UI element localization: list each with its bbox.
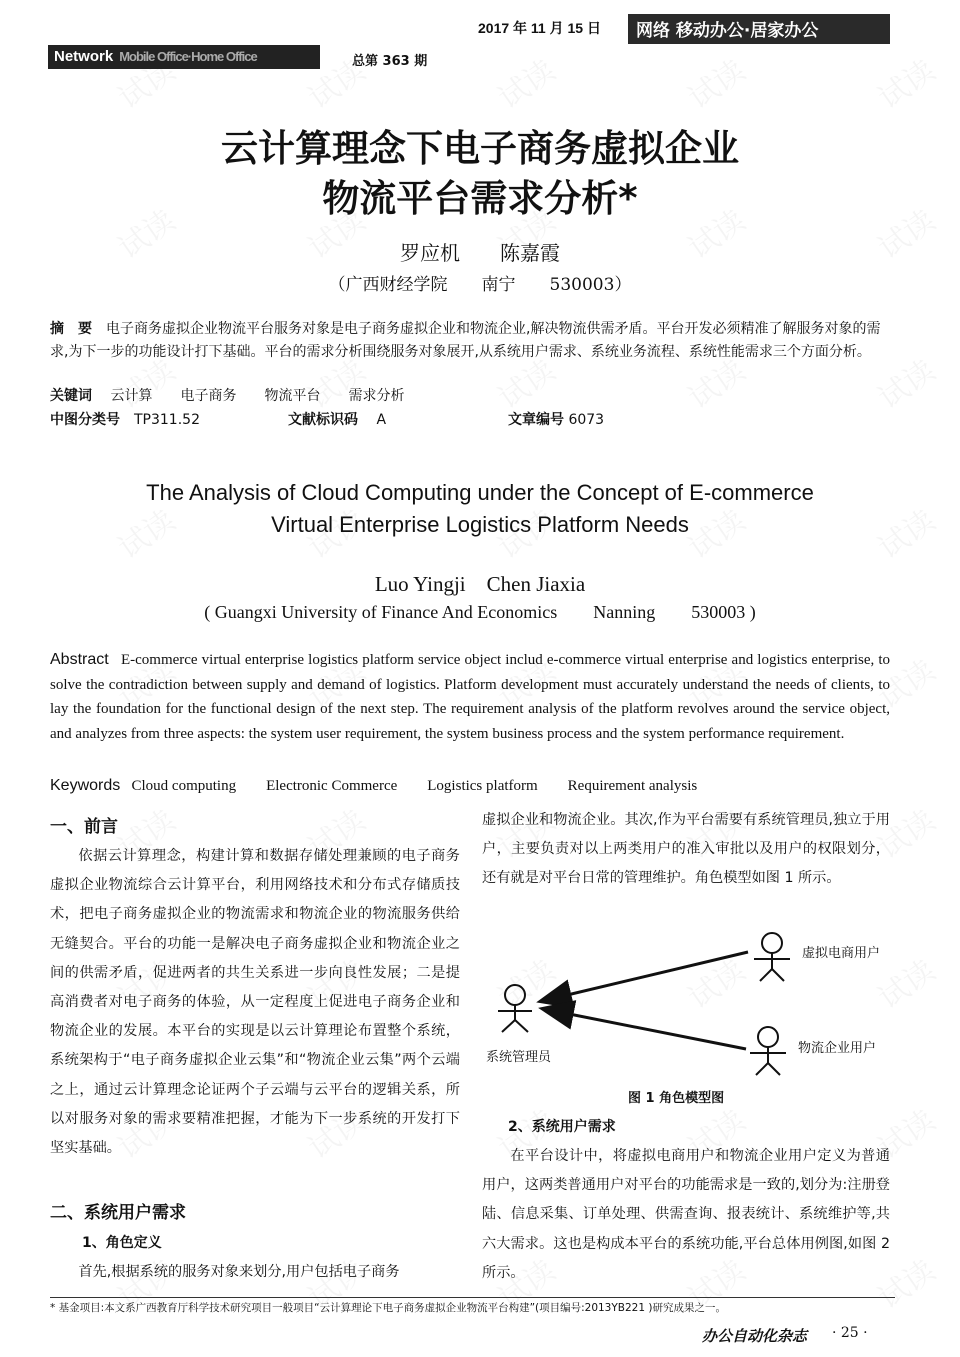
arrow-ec-to-admin [542, 952, 748, 1001]
class-value: TP311.52 [134, 412, 200, 428]
authors-cn: 罗应机 陈嘉霞 [400, 241, 560, 265]
doc-code [288, 409, 386, 432]
network-sub: Mobile Office·Home Office [119, 49, 257, 64]
actor-ec-label: 虚拟电商用户 [802, 946, 881, 961]
section2-2-heading: 2、系统用户需求 [508, 1119, 616, 1135]
authors-en: Luo Yingji Chen Jiaxia [374, 572, 586, 596]
abstract-cn-text: 电子商务虚拟企业物流平台服务对象是电子商务虚拟企业和物流企业,解决物流供需矛盾。平台开发必须精准了解服务对象的需求,为下一步的功能设计打下基础。平台的需求分析围绕服务对象展开,从系统用户需求、系统业务流程、系统性能需求三个方面分析。 [50, 321, 881, 360]
footer-journal: 办公自动化杂志 [702, 1327, 808, 1345]
doc-label: 文献标识码 [288, 412, 358, 428]
arrow-logistics-to-admin [544, 1009, 746, 1049]
keywords-cn-text: 云计算 电子商务 物流平台 需求分析 [110, 388, 405, 404]
issue-number: 总第 363 期 [352, 54, 428, 69]
right-column-body2: 在平台设计中，将虚拟电商用户和物流企业用户定义为普通用户，这两类普通用户对平台的功能需求是一致的,划分为:注册登陆、信息采集、订单处理、供需查询、报表统计、系统维护等,共六大需求。这也是构成本平台的系统功能,平台总体用例图,如图 2 所示。 [482, 1148, 890, 1281]
footnote-rule [50, 1297, 895, 1298]
section1-body: 依据云计算理念，构建计算和数据存储处理兼顾的电子商务虚拟企业物流综合云计算平台，利用网络技术和分布式存储质技术，把电子商务虚拟企业的物流需求和物流企业的物流服务供给无缝契合。平台的功能一是解决电子商务虚拟企业和物流企业之间的供需矛盾，促进两者的共生关系进一步向良性发展；二是提高消费者对电子商务的体验，从一定程度上促进电子商务企业和物流企业的发展。本平台的实现是以云计算理论布置整个系统，系统架构于“电子商务虚拟企业云集”和“物流企业云集”两个云端之上，通过云计算理念论证两个子云端与云平台的逻辑关系，所以对服务对象的需求要精准把握，才能为下一步系统的开发打下坚实基础。 [50, 848, 460, 1157]
article-label: 文章编号 [508, 412, 564, 428]
abstract-cn [50, 318, 896, 364]
keywords-cn-label: 关键词 [50, 388, 92, 404]
abstract-en-label: Abstract [50, 651, 109, 668]
issue-date: 2017 年 11 月 15 日 [478, 20, 601, 36]
abstract-en-text: E-commerce virtual enterprise logistics platform service object includ e-commerce virtual enterprise and logistics enterprise, to solve the contradiction between supply and demand of logistics. Platform development must accurately understand the needs of clients, to lay the foundation for the functional design of the next step. The requirement analysis of the platform revolves around the service object, and analyzes from three aspects: the system user requirement, the system business process and the system performance requirement. [50, 652, 891, 743]
keywords-en [50, 774, 890, 799]
actor-logistics-label: 物流企业用户 [798, 1041, 877, 1056]
article-number [508, 409, 604, 432]
logistics-user-actor-icon [750, 1027, 786, 1075]
classification-row [50, 409, 896, 432]
ec-user-actor-icon [754, 933, 790, 981]
abstract-cn-label: 摘 要 [50, 321, 92, 337]
watermark-text [868, 47, 942, 117]
abstract-en [50, 648, 890, 747]
actor-admin-label: 系统管理员 [486, 1050, 552, 1065]
keywords-cn [50, 385, 404, 408]
section2-heading: 二、系统用户需求 [50, 1203, 186, 1223]
column-banner [628, 14, 890, 44]
admin-actor-icon [498, 985, 532, 1032]
class-label: 中图分类号 [50, 412, 120, 428]
title-cn-line2: 物流平台需求分析* [322, 177, 638, 220]
watermark-text [678, 47, 752, 117]
title-en-line1: The Analysis of Cloud Computing under the Concept of E-commerce [146, 480, 814, 505]
affiliation-en: ( Guangxi University of Finance And Economics Nanning 530003 ) [204, 602, 756, 622]
footnote: * 基金项目:本文系广西教育厅科学技术研究项目一般项目“云计算理论下电子商务虚拟企业物流平台构建”(项目编号:2013YB221 )研究成果之一。 [50, 1302, 726, 1314]
title-en-line2: Virtual Enterprise Logistics Platform Needs [271, 512, 689, 537]
keywords-en-label: Keywords [50, 777, 121, 794]
keywords-en-text: Cloud computing Electronic Commerce Logistics platform Requirement analysis [131, 778, 698, 794]
page-number: · 25 · [832, 1325, 868, 1341]
network-label: Network [54, 48, 114, 65]
doc-value: A [376, 412, 387, 428]
affiliation-cn: （广西财经学院 南宁 530003） [328, 275, 632, 295]
watermark-text [488, 47, 562, 117]
section2-1-body: 首先,根据系统的服务对象来划分,用户包括电子商务 [78, 1264, 400, 1280]
section1-heading: 一、前言 [50, 817, 118, 837]
title-cn-line1: 云计算理念下电子商务虚拟企业 [221, 127, 739, 170]
section2-1-heading: 1、角色定义 [82, 1235, 162, 1251]
figure-caption: 图 1 角色模型图 [628, 1091, 725, 1106]
right-column-body1: 虚拟企业和物流企业。其次,作为平台需要有系统管理员,独立于用户，主要负责对以上两类用户的准入审批以及用户的权限划分，还有就是对平台日常的管理维护。角色模型如图 1 所示。 [482, 812, 890, 887]
column-name: 网络 移动办公·居家办公 [636, 21, 819, 41]
article-value: 6073 [568, 412, 605, 428]
network-banner [48, 45, 320, 69]
